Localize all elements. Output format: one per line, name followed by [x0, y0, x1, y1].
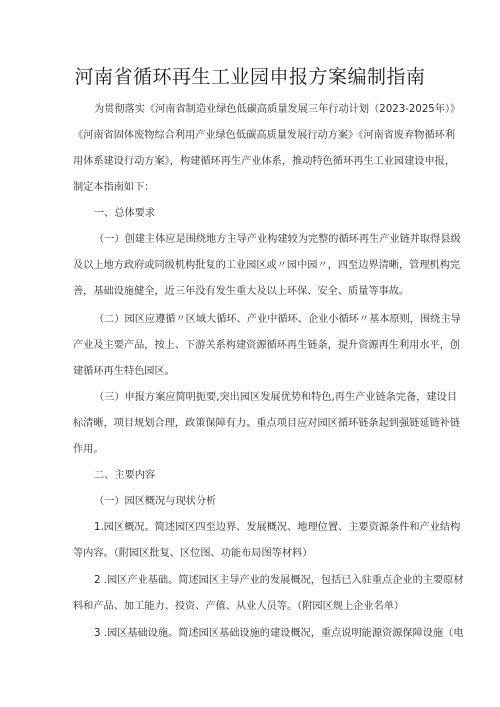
paragraph-line: 建循环再生特色园区。 — [73, 366, 175, 377]
paragraph-line: 《河南省固体废物综合利用产业绿色低碳高质量发展行动方案》《河南省废弃物循环利 — [73, 130, 456, 141]
paragraph-line: 料和产品、加工能力、投资、产值、从业人员等。（附园区规上企业名单） — [73, 601, 405, 612]
paragraph-line: （二）园区应遵循〃区域大循环、产业中循环、企业小循环〃基本原则，围绕主导 — [94, 314, 461, 325]
paragraph-line: 善，基础设施健全，近三年没有发生重大及以上环保、安全、质量等事故。 — [73, 286, 410, 297]
paragraph-line: 用体系建设行动方案》，构建循环再生产业体系，推动特色循环再生工业园建设申报， — [73, 156, 456, 167]
document-title: 河南省循环再生工业园申报方案编制指南 — [74, 66, 426, 88]
paragraph-line: 制定本指南如下： — [73, 182, 155, 193]
paragraph-line: 1.园区概况。简述园区四至边界、发展概况、地理位置、主要资源条件和产业结构 — [94, 522, 461, 533]
section-heading: 二、主要内容 — [94, 470, 156, 481]
paragraph-line: 标清晰，项目规划合理，政策保障有力。重点项目应对园区循环链条起到强链延链补链 — [73, 418, 461, 429]
subsection-heading: （一）园区概况与现状分析 — [94, 496, 217, 507]
paragraph-line: 产业及主要产品，按上、下游关系构建资源循环再生链条，提升资源再生利用水平，创 — [73, 340, 461, 351]
paragraph-line: 作用。 — [73, 444, 104, 455]
paragraph-line: 为贯彻落实《河南省制造业绿色低碳高质量发展三年行动计划（2023-2025年）》 — [94, 104, 461, 115]
paragraph-line: 及以上地方政府或同级机构批复的工业园区或〃园中园〃，四至边界清晰，管理机构完 — [73, 260, 461, 271]
paragraph-line: 3 .园区基础设施。简述园区基础设施的建设概况，重点说明能源资源保障设施（电 — [94, 628, 464, 639]
paragraph-line: 等内容。（附园区批复、区位图、功能布局图等材料） — [73, 548, 313, 559]
paragraph-line: 2 .园区产业基础。简述园区主导产业的发展概况，包括已入驻重点企业的主要原材 — [94, 575, 464, 586]
paragraph-line: （三）申报方案应简明扼要,突出园区发展优势和特色,再生产业链条完备，建设目 — [94, 392, 458, 403]
paragraph-line: （一）创建主体应是围绕地方主导产业构建较为完整的循环再生产业链并取得县级 — [94, 234, 461, 245]
section-heading: 一、总体要求 — [94, 208, 156, 219]
